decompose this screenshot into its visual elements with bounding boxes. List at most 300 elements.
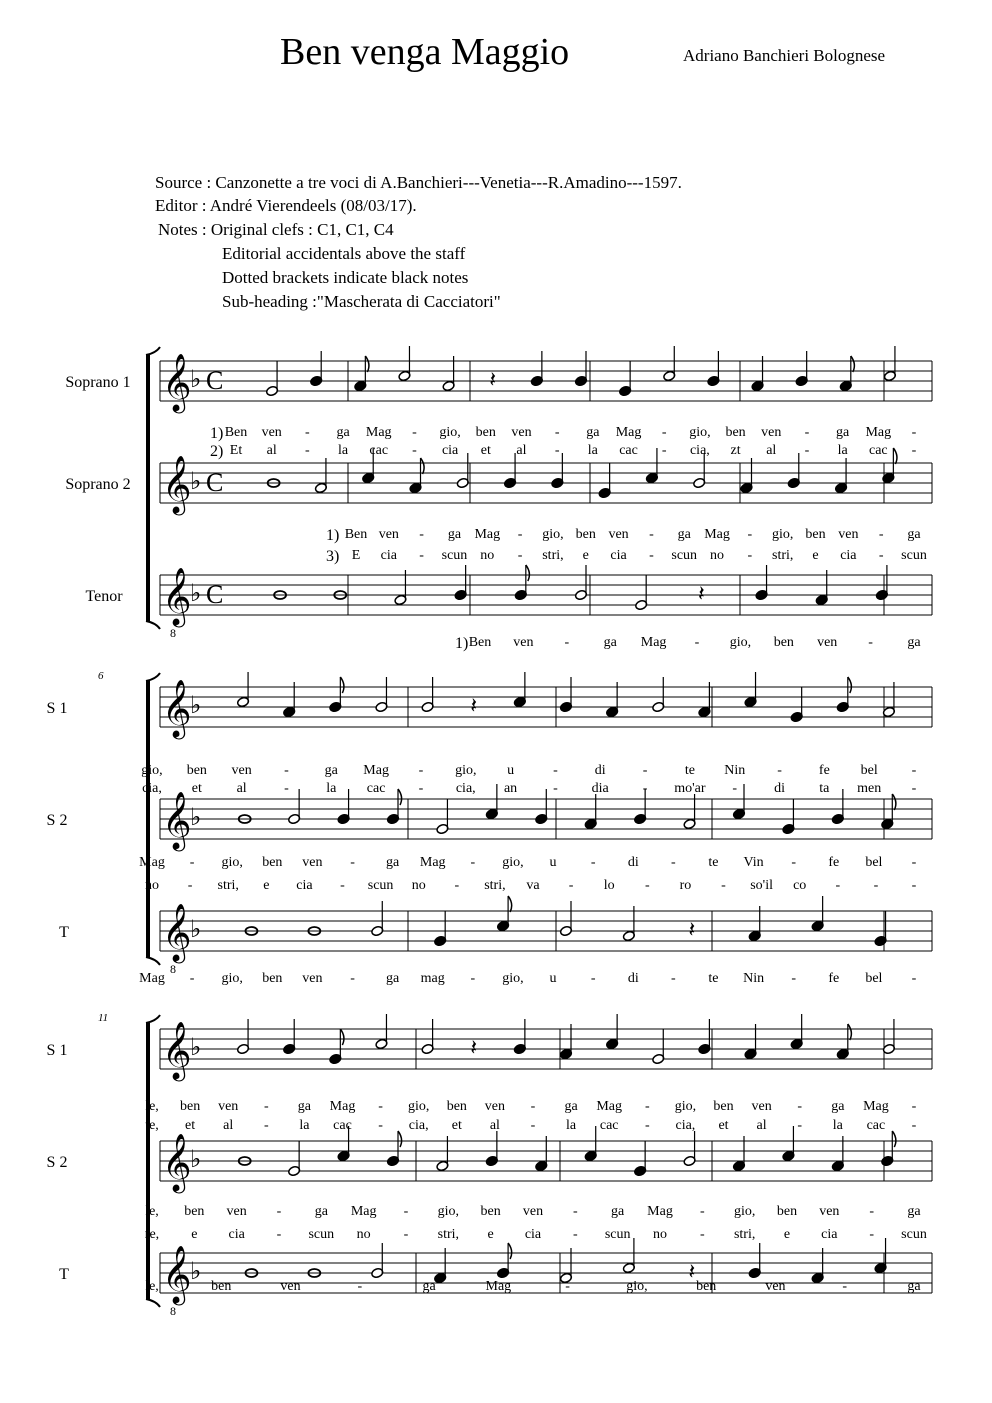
lyric-syllable: ven (378, 527, 399, 542)
lyric-syllable: ven (218, 1099, 239, 1114)
verse-number: 1) (455, 635, 469, 652)
staff-label: T (59, 924, 69, 941)
key-flat-icon: ♭ (190, 581, 202, 607)
lyric-hyphen: - (378, 1099, 383, 1114)
treble-clef-icon: 𝄞 (162, 456, 192, 512)
lyric-syllable: gio, (437, 1204, 460, 1219)
lyric-syllable: ga (907, 527, 921, 542)
treble-clef-icon: 𝄞 (162, 680, 192, 736)
lyric-hyphen: - (842, 1279, 848, 1294)
lyric-hyphen: - (565, 1279, 570, 1294)
lyric-hyphen: - (530, 1099, 536, 1114)
lyric-hyphen: - (694, 635, 700, 650)
lyric-syllable: ven (302, 855, 323, 870)
lyric-syllable: ga (586, 425, 600, 440)
lyric-syllable: e (191, 1227, 198, 1242)
lyric-hyphen: - (642, 763, 648, 778)
lyric-hyphen: - (590, 855, 596, 870)
rest-icon: 𝄽 (697, 581, 705, 606)
lyric-hyphen: - (791, 971, 797, 986)
lyric-syllable: scun (308, 1227, 335, 1242)
lyric-syllable: Mag (365, 425, 392, 440)
lyric-hyphen: - (777, 763, 782, 778)
lyric-syllable: Mag (647, 1204, 673, 1219)
lyric-syllable: ben (446, 1099, 467, 1114)
lyric-syllable: cia, (408, 1118, 429, 1133)
lyric-syllable: cac (369, 443, 389, 458)
octave-eight-mark: 8 (170, 626, 176, 640)
lyric-hyphen: - (721, 878, 726, 893)
lyric-syllable: cac (866, 1118, 886, 1133)
staff-label: Soprano 2 (65, 476, 131, 493)
lyric-syllable: Mag (485, 1279, 512, 1294)
bracket-top-hook (146, 347, 160, 355)
lyric-syllable: stri, (542, 548, 564, 563)
key-flat-icon: ♭ (190, 1259, 202, 1285)
composer-name: Adriano Banchieri Bolognese (683, 46, 886, 65)
lyric-syllable: la (299, 1118, 310, 1133)
rest-icon: 𝄽 (688, 1259, 696, 1284)
lyric-syllable: Mag (139, 971, 165, 986)
lyric-syllable: gio, (439, 425, 461, 440)
lyric-hyphen: - (554, 443, 560, 458)
lyric-syllable: te (708, 855, 719, 870)
lyric-syllable: ven (484, 1099, 506, 1114)
lyric-hyphen: - (572, 1227, 578, 1242)
lyric-syllable: cia, (142, 781, 162, 796)
lyric-syllable: ven (608, 527, 629, 542)
lyric-syllable: an (503, 781, 518, 796)
lyric-hyphen: - (263, 1118, 269, 1133)
lyric-hyphen: - (340, 878, 345, 893)
lyric-hyphen: - (590, 971, 596, 986)
lyric-syllable: co (793, 878, 807, 893)
lyric-hyphen: - (412, 425, 417, 440)
verse-number: 1) (210, 425, 224, 442)
lyric-hyphen: - (276, 1227, 282, 1242)
verse-number: 2) (210, 443, 224, 460)
rest-icon: 𝄽 (489, 367, 497, 392)
lyric-hyphen: - (419, 527, 424, 542)
lyric-syllable: bel (860, 763, 878, 778)
lyric-syllable: scun (671, 548, 698, 563)
lyric-hyphen: - (868, 635, 873, 650)
lyric-syllable: ben (211, 1279, 232, 1294)
lyric-hyphen: - (797, 1118, 803, 1133)
lyric-syllable: Mag (640, 635, 667, 650)
lyric-syllable: ga (836, 425, 850, 440)
lyric-syllable: et (718, 1118, 729, 1133)
lyric-syllable: gio, (141, 763, 163, 778)
lyric-syllable: Vin (743, 855, 764, 870)
lyric-hyphen: - (553, 763, 558, 778)
key-flat-icon: ♭ (190, 917, 202, 943)
lyric-hyphen: - (835, 878, 841, 893)
lyric-syllable: e (783, 1227, 791, 1242)
time-signature: C (206, 580, 224, 609)
key-flat-icon: ♭ (190, 805, 202, 831)
verse-number: 3) (326, 548, 340, 565)
lyric-syllable: Ben (224, 425, 248, 440)
key-flat-icon: ♭ (190, 1147, 202, 1173)
piece-title: Ben venga Maggio (280, 31, 570, 73)
lyric-syllable: cac (333, 1118, 352, 1133)
lyric-syllable: ben (179, 1099, 201, 1114)
lyric-hyphen: - (644, 1099, 650, 1114)
lyric-syllable: ro (679, 878, 692, 893)
bracket-bottom-hook (146, 621, 160, 629)
lyric-syllable: cac (868, 443, 888, 458)
lyric-syllable: al (489, 1118, 500, 1133)
source-line: Source : Canzonette a tre voci di A.Banchieri---Venetia---R.Amadino---1597. (155, 173, 682, 192)
rest-icon: 𝄽 (470, 693, 478, 718)
lyric-hyphen: - (869, 1204, 875, 1219)
staff-label: T (59, 1266, 69, 1283)
rest-icon: 𝄽 (688, 917, 696, 942)
lyric-syllable: gio, (674, 1099, 697, 1114)
lyric-syllable: di (774, 781, 785, 796)
lyric-syllable: scun (604, 1227, 631, 1242)
lyric-hyphen: - (284, 781, 289, 796)
lyric-syllable: ven (513, 635, 534, 650)
notes-subheading-line: Sub-heading :"Mascherata di Cacciatori" (222, 292, 501, 311)
lyric-syllable: ven (231, 763, 252, 778)
lyric-hyphen: - (470, 971, 476, 986)
bracket-bottom-hook (146, 1299, 160, 1307)
lyric-syllable: ben (696, 1279, 717, 1294)
lyric-hyphen: - (797, 1099, 803, 1114)
lyric-syllable: ben (776, 1204, 798, 1219)
lyric-syllable: no (710, 548, 725, 563)
lyric-syllable: ven (817, 635, 838, 650)
lyric-hyphen: - (911, 781, 917, 796)
lyric-syllable: ven (511, 425, 532, 440)
lyric-syllable: ven (226, 1204, 247, 1219)
lyric-hyphen: - (530, 1118, 536, 1133)
lyric-syllable: et (480, 443, 491, 458)
lyric-hyphen: - (554, 425, 560, 440)
lyric-syllable: di (594, 763, 606, 778)
lyric-hyphen: - (878, 527, 884, 542)
lyric-syllable: ga (907, 635, 921, 650)
lyric-syllable: ga (324, 763, 338, 778)
lyric-hyphen: - (517, 527, 523, 542)
verse-number: 1) (326, 527, 340, 544)
lyric-syllable: ben (480, 1204, 501, 1219)
lyric-hyphen: - (412, 443, 417, 458)
lyric-syllable: cia (821, 1227, 838, 1242)
lyric-hyphen: - (419, 548, 424, 563)
lyric-syllable: ga (907, 1204, 921, 1219)
rest-icon: 𝄽 (470, 1035, 478, 1060)
lyric-syllable: mag (420, 971, 445, 986)
lyric-syllable: Mag (419, 855, 446, 870)
lyric-syllable: Mag (704, 527, 730, 542)
lyric-hyphen: - (418, 763, 424, 778)
lyric-syllable: ben (475, 425, 496, 440)
lyric-hyphen: - (747, 527, 753, 542)
lyric-syllable: cia (610, 548, 627, 563)
key-flat-icon: ♭ (190, 367, 202, 393)
lyric-hyphen: - (357, 1279, 363, 1294)
lyric-syllable: gio, (502, 855, 524, 870)
lyric-hyphen: - (454, 878, 460, 893)
lyric-syllable: ben (184, 1204, 205, 1219)
lyric-syllable: Ben (468, 635, 492, 650)
treble-clef-icon: 𝄞 (162, 1022, 192, 1078)
notes-line: Notes : Original clefs : C1, C1, C4 (158, 220, 394, 239)
lyric-syllable: e (487, 1227, 494, 1242)
lyric-hyphen: - (403, 1227, 409, 1242)
lyric-syllable: ben (262, 855, 283, 870)
lyric-syllable: ga (447, 527, 462, 542)
lyric-syllable: di (627, 855, 639, 870)
lyric-syllable: va (526, 878, 540, 893)
lyric-syllable: le, (145, 1204, 159, 1219)
lyric-syllable: Mag (615, 425, 642, 440)
lyric-syllable: al (223, 1118, 234, 1133)
lyric-hyphen: - (350, 971, 355, 986)
editor-line: Editor : André Vierendeels (08/03/17). (155, 196, 417, 215)
lyric-syllable: al (766, 443, 777, 458)
lyric-syllable: fe (828, 971, 840, 986)
lyric-syllable: ben (186, 763, 207, 778)
lyric-syllable: cia (296, 878, 313, 893)
lyric-hyphen: - (189, 855, 195, 870)
lyric-syllable: gio, (455, 763, 477, 778)
lyric-hyphen: - (378, 1118, 383, 1133)
lyric-hyphen: - (644, 1118, 650, 1133)
lyric-syllable: ben (805, 527, 826, 542)
lyric-hyphen: - (671, 971, 676, 986)
lyric-hyphen: - (189, 971, 195, 986)
lyric-syllable: Mag (350, 1204, 377, 1219)
lyric-hyphen: - (305, 425, 310, 440)
lyric-syllable: al (516, 443, 527, 458)
lyric-syllable: ben (575, 527, 596, 542)
lyric-syllable: ven (838, 527, 859, 542)
lyric-syllable: scun (367, 878, 394, 893)
lyric-syllable: ga (831, 1099, 845, 1114)
lyric-syllable: scun (901, 548, 927, 563)
lyric-hyphen: - (791, 855, 797, 870)
lyric-syllable: la (337, 443, 349, 458)
lyric-hyphen: - (649, 548, 654, 563)
lyric-syllable: cia, (675, 1118, 696, 1133)
lyric-syllable: al (756, 1118, 767, 1133)
lyric-syllable: E (351, 548, 361, 563)
lyric-hyphen: - (403, 1204, 409, 1219)
lyric-hyphen: - (873, 878, 879, 893)
lyric-syllable: ga (907, 1279, 921, 1294)
notes-accidentals-line: Editorial accidentals above the staff (222, 244, 466, 263)
lyric-syllable: al (236, 781, 247, 796)
lyric-hyphen: - (263, 1099, 269, 1114)
lyric-hyphen: - (911, 1099, 917, 1114)
lyric-syllable: Mag (596, 1099, 623, 1114)
lyric-hyphen: - (568, 878, 574, 893)
lyric-syllable: cia, (455, 781, 476, 796)
lyric-hyphen: - (911, 878, 917, 893)
lyric-hyphen: - (187, 878, 193, 893)
lyric-syllable: ga (422, 1279, 436, 1294)
lyric-syllable: la (566, 1118, 577, 1133)
lyric-syllable: gio, (626, 1279, 648, 1294)
lyric-syllable: stri, (733, 1227, 756, 1242)
lyric-syllable: ven (280, 1279, 301, 1294)
lyric-hyphen: - (671, 855, 676, 870)
lyric-hyphen: - (350, 855, 355, 870)
lyric-syllable: Mag (363, 763, 389, 778)
lyric-hyphen: - (732, 781, 738, 796)
bracket-bottom-hook (146, 957, 160, 965)
lyric-syllable: ven (751, 1099, 772, 1114)
lyric-syllable: cia (524, 1227, 542, 1242)
lyric-syllable: te, (145, 1118, 159, 1133)
lyric-syllable: cac (599, 1118, 619, 1133)
lyric-syllable: ven (302, 971, 323, 986)
treble-clef-icon: 𝄞 (162, 904, 192, 960)
lyric-syllable: ven (522, 1204, 544, 1219)
notes-brackets-line: Dotted brackets indicate black notes (222, 268, 469, 287)
lyric-hyphen: - (911, 763, 917, 778)
lyric-syllable: cia (380, 548, 397, 563)
lyric-hyphen: - (276, 1204, 282, 1219)
lyric-syllable: gio, (729, 635, 752, 650)
key-flat-icon: ♭ (190, 469, 202, 495)
lyric-syllable: ga (603, 635, 617, 650)
lyric-syllable: Mag (329, 1099, 356, 1114)
staff-label: Soprano 1 (65, 374, 131, 391)
lyric-syllable: stri, (772, 548, 794, 563)
lyric-syllable: Et (229, 443, 243, 458)
lyric-syllable: gio, (221, 855, 243, 870)
lyric-syllable: gio, (542, 527, 564, 542)
lyric-syllable: bel (865, 971, 883, 986)
lyric-hyphen: - (553, 781, 558, 796)
lyric-syllable: et (185, 1118, 196, 1133)
lyric-syllable: e (812, 548, 819, 563)
lyric-syllable: gio, (408, 1099, 430, 1114)
lyric-syllable: fe (828, 855, 840, 870)
staff-label: S 1 (46, 700, 68, 717)
lyric-syllable: stri, (484, 878, 506, 893)
treble-clef-icon: 𝄞 (162, 1246, 192, 1302)
lyric-syllable: Mag (139, 855, 165, 870)
lyric-syllable: Mag (863, 1099, 889, 1114)
lyric-syllable: gio, (221, 971, 243, 986)
lyric-syllable: no (480, 548, 495, 563)
lyric-hyphen: - (644, 878, 650, 893)
lyric-syllable: ven (261, 425, 282, 440)
lyric-hyphen: - (284, 763, 289, 778)
lyric-syllable: le, (145, 1279, 159, 1294)
lyric-syllable: et (451, 1118, 462, 1133)
bracket-top-hook (146, 1015, 160, 1023)
time-signature: C (206, 366, 224, 395)
lyric-hyphen: - (517, 548, 523, 563)
treble-clef-icon: 𝄞 (162, 1134, 192, 1190)
lyric-syllable: e (582, 548, 589, 563)
lyric-hyphen: - (661, 425, 667, 440)
lyric-syllable: bel (865, 855, 883, 870)
lyric-syllable: zt (730, 443, 741, 458)
lyric-syllable: u (549, 855, 557, 870)
lyric-syllable: la (837, 443, 848, 458)
lyric-syllable: men (857, 781, 882, 796)
lyric-hyphen: - (305, 443, 310, 458)
lyric-syllable: ga (336, 425, 350, 440)
lyric-syllable: ga (297, 1099, 312, 1114)
lyric-syllable: cac (619, 443, 638, 458)
lyric-hyphen: - (661, 443, 667, 458)
lyric-syllable: di (627, 971, 639, 986)
lyric-syllable: ga (564, 1099, 578, 1114)
lyric-syllable: e (263, 878, 270, 893)
lyric-syllable: ga (386, 855, 400, 870)
lyric-hyphen: - (642, 781, 648, 796)
lyric-syllable: Ben (344, 527, 368, 542)
lyric-syllable: ga (611, 1204, 625, 1219)
lyric-syllable: ven (765, 1279, 786, 1294)
octave-eight-mark: 8 (170, 962, 176, 976)
lyric-syllable: no (411, 878, 426, 893)
lyric-hyphen: - (869, 1227, 875, 1242)
lyric-syllable: et (191, 781, 202, 796)
lyric-syllable: no (145, 878, 159, 893)
lyric-syllable: ven (761, 425, 782, 440)
staff-label: S 2 (46, 812, 68, 829)
lyric-syllable: dia (591, 781, 609, 796)
lyric-hyphen: - (699, 1204, 705, 1219)
lyric-syllable: scun (441, 548, 468, 563)
lyric-syllable: no (653, 1227, 667, 1242)
lyric-syllable: la (587, 443, 598, 458)
lyric-syllable: cia, (689, 443, 710, 458)
lyric-hyphen: - (911, 425, 917, 440)
lyric-syllable: ga (314, 1204, 328, 1219)
lyric-hyphen: - (470, 855, 476, 870)
lyric-hyphen: - (418, 781, 424, 796)
measure-number: 6 (98, 670, 104, 682)
lyric-syllable: ben (262, 971, 283, 986)
treble-clef-icon: 𝄞 (162, 792, 192, 848)
lyric-syllable: so'il (750, 878, 773, 893)
lyric-syllable: ben (773, 635, 794, 650)
treble-clef-icon: 𝄞 (162, 568, 192, 624)
lyric-syllable: cia (441, 443, 459, 458)
treble-clef-icon: 𝄞 (162, 354, 192, 410)
octave-eight-mark: 8 (170, 1304, 176, 1318)
lyric-syllable: te (684, 763, 695, 778)
lyric-hyphen: - (911, 855, 917, 870)
lyric-syllable: ta (819, 781, 830, 796)
lyric-syllable: stri, (217, 878, 239, 893)
lyric-syllable: u (549, 971, 557, 986)
key-flat-icon: ♭ (190, 1035, 202, 1061)
lyric-hyphen: - (911, 1118, 917, 1133)
lyric-syllable: cac (366, 781, 386, 796)
lyric-syllable: no (356, 1227, 371, 1242)
staff-label: S 1 (46, 1042, 68, 1059)
lyric-syllable: lo (603, 878, 615, 893)
lyric-hyphen: - (564, 635, 570, 650)
lyric-syllable: ven (819, 1204, 840, 1219)
lyric-syllable: gio, (502, 971, 524, 986)
lyric-syllable: le, (145, 1099, 159, 1114)
staff-label: Tenor (85, 588, 123, 605)
lyric-hyphen: - (699, 1227, 705, 1242)
